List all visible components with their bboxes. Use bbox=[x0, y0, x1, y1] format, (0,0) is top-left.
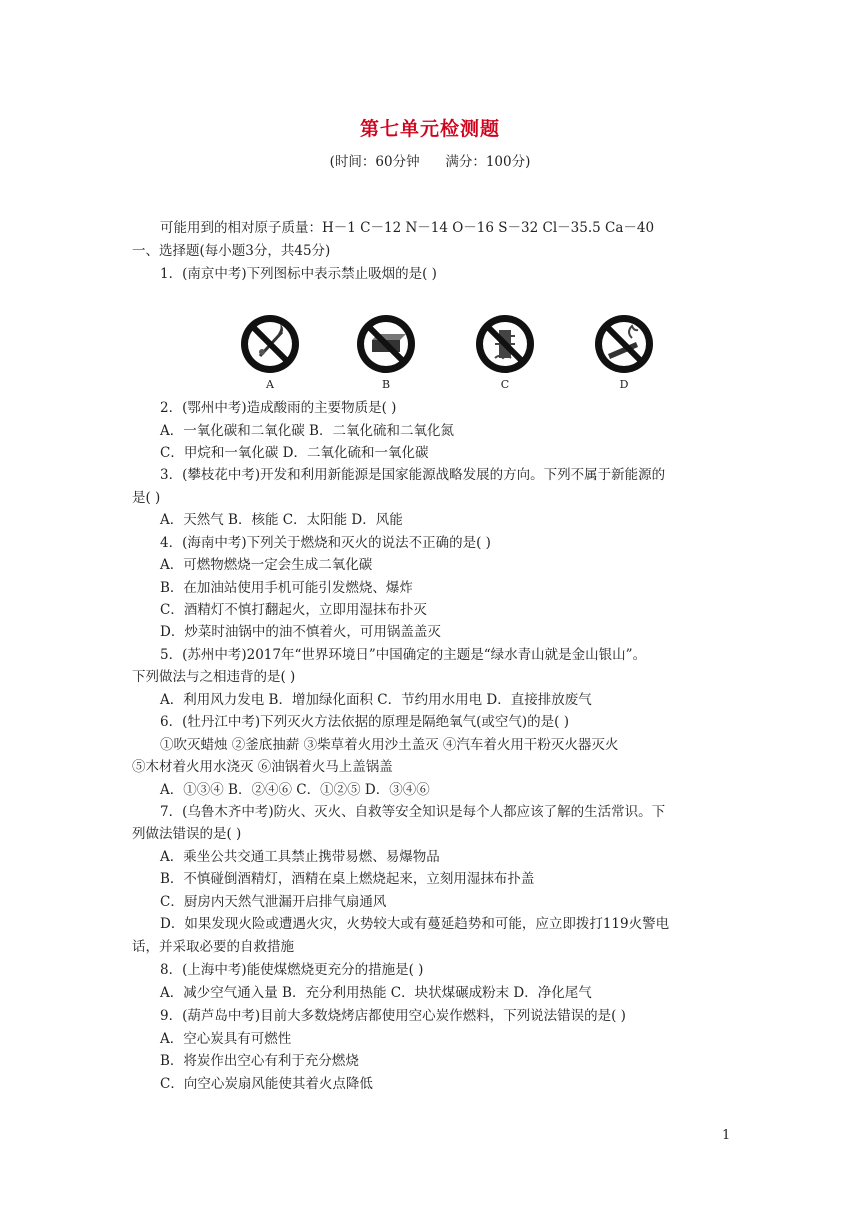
question-9-stem: 9．(葫芦岛中考)目前大多数烧烤店都使用空心炭作燃料，下列说法错误的是( ) bbox=[160, 1008, 626, 1024]
question-4-option-d: D．炒菜时油锅中的油不慎着火，可用锅盖盖灭 bbox=[160, 624, 441, 640]
question-2-options-2: C．甲烷和一氧化碳 D．二氧化硫和一氧化碳 bbox=[160, 445, 429, 461]
option-b-label: B bbox=[381, 378, 391, 391]
no-fireworks-icon bbox=[473, 312, 537, 376]
section-heading: 一、选择题(每小题3分，共45分) bbox=[132, 243, 331, 259]
page-number: 1 bbox=[722, 1128, 731, 1143]
question-1-icon-row bbox=[230, 312, 670, 392]
question-4-option-a: A．可燃物燃烧一定会生成二氧化碳 bbox=[160, 557, 373, 573]
question-5-stem: 5．(苏州中考)2017年“世界环境日”中国确定的主题是“绿水青山就是金山银山”。 bbox=[160, 647, 647, 663]
question-7-stem-cont: 列做法错误的是( ) bbox=[132, 826, 242, 842]
question-4-stem: 4．(海南中考)下列关于燃烧和灭火的说法不正确的是( ) bbox=[160, 535, 491, 551]
question-9-option-b: B．将炭作出空心有利于充分燃烧 bbox=[160, 1053, 359, 1069]
question-7-option-a: A．乘坐公共交通工具禁止携带易燃、易爆物品 bbox=[160, 849, 440, 865]
question-6-options: A．①③④ B．②④⑥ C．①②⑤ D．③④⑥ bbox=[160, 782, 430, 798]
question-2-stem: 2．(鄂州中考)造成酸雨的主要物质是( ) bbox=[160, 400, 397, 416]
question-6-items-2: ⑤木材着火用水浇灭 ⑥油锅着火马上盖锅盖 bbox=[132, 759, 393, 775]
question-3-stem: 3．(攀枝花中考)开发和利用新能源是国家能源战略发展的方向。下列不属于新能源的 bbox=[160, 467, 666, 483]
question-3-options: A．天然气 B．核能 C．太阳能 D．风能 bbox=[160, 512, 403, 528]
question-5-options: A．利用风力发电 B．增加绿化面积 C．节约用水用电 D．直接排放废气 bbox=[160, 692, 592, 708]
question-6-items-1: ①吹灭蜡烛 ②釜底抽薪 ③柴草着火用沙土盖灭 ④汽车着火用干粉灭火器灭火 bbox=[160, 737, 619, 753]
question-1-stem: 1．(南京中考)下列图标中表示禁止吸烟的是( ) bbox=[160, 266, 437, 282]
no-smoking-icon bbox=[592, 312, 656, 376]
option-a-icon-group bbox=[238, 312, 302, 392]
question-5-stem-cont: 下列做法与之相违背的是( ) bbox=[132, 669, 296, 685]
option-d-icon-group bbox=[592, 312, 656, 392]
exam-info: (时间：60分钟 满分：100分) bbox=[329, 154, 531, 170]
no-open-flame-match-icon bbox=[238, 312, 302, 376]
question-7-stem: 7．(乌鲁木齐中考)防火、灭火、自救等安全知识是每个人都应该了解的生活常识。下 bbox=[160, 804, 666, 820]
option-c-icon-group bbox=[473, 312, 537, 392]
option-a-label: A bbox=[266, 378, 274, 391]
option-b-icon-group bbox=[354, 312, 418, 392]
question-2-options-1: A．一氧化碳和二氧化碳 B．二氧化硫和二氧化氮 bbox=[160, 423, 454, 439]
option-c-label: C bbox=[500, 378, 510, 391]
no-explosives-icon bbox=[354, 312, 418, 376]
question-7-option-b: B．不慎碰倒酒精灯，酒精在桌上燃烧起来，立刻用湿抹布扑盖 bbox=[160, 871, 535, 887]
question-4-option-c: C．酒精灯不慎打翻起火，立即用湿抹布扑灭 bbox=[160, 602, 427, 618]
page-title: 第七单元检测题 bbox=[359, 118, 500, 140]
question-9-option-a: A．空心炭具有可燃性 bbox=[160, 1031, 292, 1047]
question-8-stem: 8．(上海中考)能使煤燃烧更充分的措施是( ) bbox=[160, 962, 424, 978]
question-7-option-c: C．厨房内天然气泄漏开启排气扇通风 bbox=[160, 894, 387, 910]
question-7-option-d-cont: 话，并采取必要的自救措施 bbox=[132, 939, 294, 955]
question-9-option-c: C．向空心炭扇风能使其着火点降低 bbox=[160, 1076, 373, 1092]
option-d-label: D bbox=[619, 378, 629, 391]
atomic-masses: 可能用到的相对原子质量：H－1 C－12 N－14 O－16 S－32 Cl－35.5 Ca－40 bbox=[160, 220, 655, 236]
question-3-stem-cont: 是( ) bbox=[132, 490, 161, 506]
question-7-option-d: D．如果发现火险或遭遇火灾，火势较大或有蔓延趋势和可能，应立即拨打119火警电 bbox=[160, 916, 670, 932]
question-4-option-b: B．在加油站使用手机可能引发燃烧、爆炸 bbox=[160, 580, 413, 596]
question-6-stem: 6．(牡丹江中考)下列灭火方法依据的原理是隔绝氧气(或空气)的是( ) bbox=[160, 714, 569, 730]
question-8-options: A．减少空气通入量 B．充分利用热能 C．块状煤碾成粉末 D．净化尾气 bbox=[160, 985, 592, 1001]
